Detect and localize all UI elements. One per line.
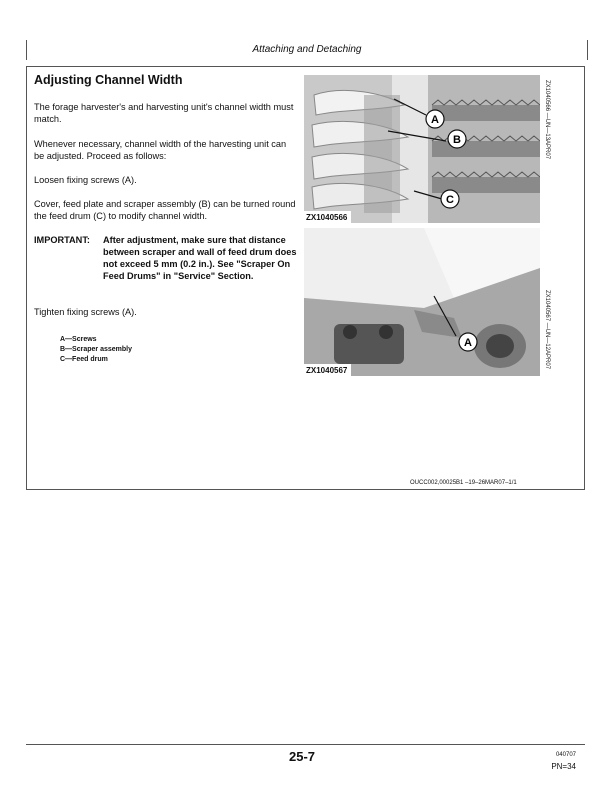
figure-photo-2 [304,228,540,376]
scraper-mount-illustration [304,228,540,376]
footer-pn: PN=34 [551,762,576,771]
callout-b: B [453,134,461,146]
callout-a: A [431,114,439,126]
figure-side-code-2: ZX1040567 —UN—12APR07 [544,290,550,370]
page-title: Adjusting Channel Width [34,73,183,87]
figure-id-2: ZX1040567 [304,364,351,376]
paragraph-loosen-screws: Loosen fixing screws (A). [34,175,137,185]
figure-id-1: ZX1040566 [304,211,351,223]
important-text: After adjustment, make sure that distance between scraper and wall of feed drum does not exceed 5 mm (0.2 in.). See "Scraper On Feed Drums" in "Service" Section. [103,235,297,281]
figure-legend [60,335,132,365]
paragraph-turn-assembly: Cover, feed plate and scraper assembly (B) can be turned round the feed drum (C) to modify channel width. [34,199,296,221]
footer-divider [26,744,585,745]
figure-photo-1 [304,75,540,223]
callout-c: C [446,194,454,206]
figure-side-code-1: ZX1040566 —UN—13APR07 [544,80,550,160]
document-ref-code: OUCC002,00025B1 –19–26MAR07–1/1 [410,480,517,486]
paragraph-channel-match: The forage harvester's and harvesting unit's channel width must match. [34,102,294,124]
paragraph-adjust-proceed: Whenever necessary, channel width of the harvesting unit can be adjusted. Proceed as follows: [34,139,287,161]
feed-drum-illustration [304,75,540,223]
callout-a2: A [464,337,472,349]
important-label: IMPORTANT: [34,235,90,245]
paragraph-tighten-screws: Tighten fixing screws (A). [34,307,137,317]
footer-date-code: 040707 [555,752,576,758]
legend-item-screws: A—Screws [60,336,97,343]
section-header: Attaching and Detaching [26,40,588,60]
page-number: 25-7 [288,749,316,764]
legend-item-scraper: B—Scraper assembly [60,346,132,353]
legend-item-feed-drum: C—Feed drum [60,356,108,363]
